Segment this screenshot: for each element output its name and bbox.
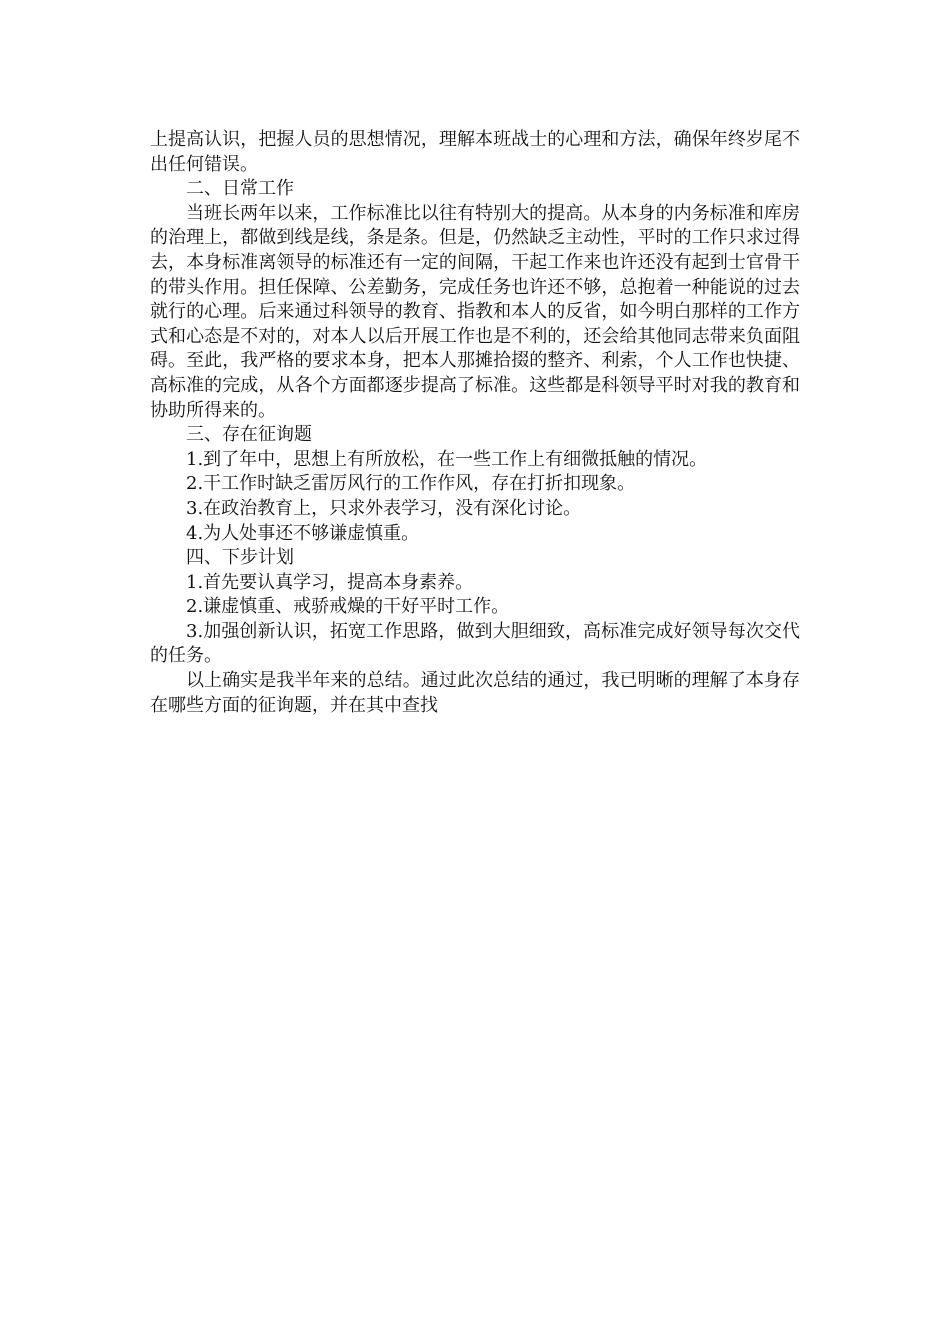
plan-item-3: 3.加强创新认识，拓宽工作思路，做到大胆细致，高标准完成好领导每次交代的任务。 xyxy=(150,620,800,667)
plan-item-2: 2.谦虚慎重、戒骄戒燥的干好平时工作。 xyxy=(186,596,510,618)
problem-item-3: 3.在政治教育上，只求外表学习，没有深化讨论。 xyxy=(186,497,582,519)
problem-item-2: 2.干工作时缺乏雷厉风行的工作作风，存在打折扣现象。 xyxy=(186,473,636,495)
plan-item-1: 1.首先要认真学习，提高本身素养。 xyxy=(186,571,474,593)
paragraph-continuation: 上提高认识，把握人员的思想情况，理解本班战士的心理和方法，确保年终岁尾不出任何错误。 xyxy=(150,129,800,175)
section-heading-daily-work: 二、日常工作 xyxy=(186,178,294,200)
document-body xyxy=(150,128,800,718)
problem-item-4: 4.为人处事还不够谦虚慎重。 xyxy=(186,522,420,544)
section-heading-next-plan: 四、下步计划 xyxy=(186,547,294,569)
section-heading-problems: 三、存在征询题 xyxy=(186,424,312,446)
paragraph-daily-work: 当班长两年以来，工作标准比以往有特别大的提高。从本身的内务标准和库房的治理上，都做到线是线，条是条。但是，仍然缺乏主动性，平时的工作只求过得去，本身标准离领导的标准还有一定的间隔，干起工作来也许还没有起到士官骨干的带头作用。担任保障、公差勤务，完成任务也许还不够，总抱着一种能说的过去就行的心理。后来通过科领导的教育、指教和本人的反省，如今明白那样的工作方式和心态是不对的，对本人以后开展工作也是不利的，还会给其他同志带来负面阻碍。至此，我严格的要求本身，把本人那摊拾掇的整齐、利索，个人工作也快捷、高标准的完成，从各个方面都逐步提高了标准。这些都是科领导平时对我的教育和协助所得来的。 xyxy=(150,202,800,421)
paragraph-conclusion: 以上确实是我半年来的总结。通过此次总结的通过，我已明晰的理解了本身存在哪些方面的征询题，并在其中查找 xyxy=(150,670,800,716)
problem-item-1: 1.到了年中，思想上有所放松，在一些工作上有细微抵触的情况。 xyxy=(186,448,708,470)
